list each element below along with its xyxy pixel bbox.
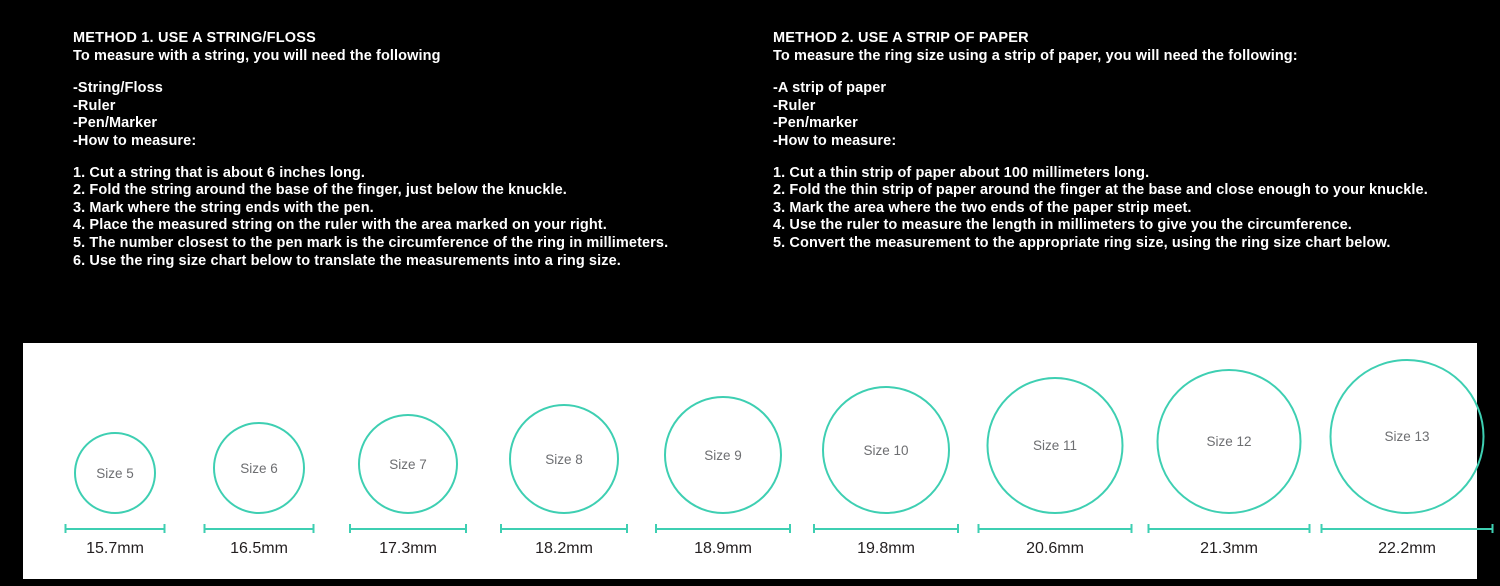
ring-measure-bar — [349, 524, 467, 533]
measure-bar-cap-left — [349, 524, 351, 533]
ring-size-label: Size 7 — [389, 456, 427, 472]
measure-bar-cap-left — [655, 524, 657, 533]
measure-bar-cap-right — [465, 524, 467, 533]
method-1-step: 5. The number closest to the pen mark is the circumference of the ring in millimeters. — [73, 234, 669, 251]
method-1-step: 4. Place the measured string on the ruler with the area marked on your right. — [73, 217, 607, 234]
ring-measure-bar — [204, 524, 315, 533]
measure-bar-cap-left — [500, 524, 502, 533]
ring-diameter-label: 21.3mm — [1200, 540, 1258, 557]
ring-size-label: Size 10 — [863, 442, 909, 458]
method-1-subtitle: To measure with a string, you will need the following — [73, 47, 441, 64]
measure-bar-line — [204, 528, 315, 530]
ring-size-label: Size 13 — [1384, 429, 1430, 444]
measure-bar-line — [655, 528, 791, 530]
measure-bar-cap-right — [789, 524, 791, 533]
method-1-title: METHOD 1. USE A STRING/FLOSS — [73, 30, 316, 46]
ring-measure-bar — [978, 524, 1133, 533]
ring-circle — [987, 377, 1124, 514]
ring-diameter-label: 22.2mm — [1378, 540, 1436, 557]
ring-circle — [822, 386, 950, 514]
measure-bar-cap-left — [813, 524, 815, 533]
method-2-subtitle: To measure the ring size using a strip of paper, you will need the following: — [773, 47, 1298, 64]
ring-measure-bar — [500, 524, 628, 533]
measure-bar-line — [65, 528, 166, 530]
measure-bar-cap-left — [1321, 524, 1323, 533]
ring-size-label: Size 12 — [1206, 434, 1252, 449]
measure-bar-cap-right — [1492, 524, 1494, 533]
measure-bar-cap-right — [164, 524, 166, 533]
method-2-step: 3. Mark the area where the two ends of the paper strip meet. — [773, 199, 1192, 216]
measure-bar-line — [349, 528, 467, 530]
ring-size-label: Size 9 — [704, 447, 742, 463]
measure-bar-cap-left — [65, 524, 67, 533]
ring-size-label: Size 5 — [96, 465, 134, 481]
measure-bar-cap-right — [313, 524, 315, 533]
measure-bar-line — [813, 528, 959, 530]
ring-diameter-label: 18.2mm — [535, 540, 593, 557]
ring-measure-bar — [655, 524, 791, 533]
ring-size-label: Size 8 — [545, 451, 583, 467]
ring-diameter-label: 17.3mm — [379, 540, 437, 557]
ring-size-chart — [23, 343, 1477, 579]
ring-diameter-label: 16.5mm — [230, 540, 288, 557]
method-2-step: 4. Use the ruler to measure the length in millimeters to give you the circumference. — [773, 217, 1352, 234]
method-1-material: -Ruler — [73, 97, 116, 114]
method-2-step: 2. Fold the thin strip of paper around the finger at the base and close enough to your knuckle. — [773, 182, 1428, 199]
method-1-step: 6. Use the ring size chart below to translate the measurements into a ring size. — [73, 252, 621, 269]
measure-bar-line — [1321, 528, 1494, 530]
ring-circle — [358, 414, 458, 514]
ring-circle — [213, 422, 305, 514]
method-1-block — [73, 30, 763, 270]
method-1-step: 3. Mark where the string ends with the pen. — [73, 199, 374, 216]
ring-diameter-label: 19.8mm — [857, 540, 915, 557]
ring-circle — [1157, 369, 1302, 514]
ring-diameter-label: 18.9mm — [694, 540, 752, 557]
measure-bar-cap-left — [1148, 524, 1150, 533]
ring-measure-bar — [1148, 524, 1311, 533]
measuring-methods — [0, 30, 1500, 310]
method-1-step: 1. Cut a string that is about 6 inches long. — [73, 164, 366, 181]
method-2-step: 1. Cut a thin strip of paper about 100 millimeters long. — [773, 164, 1150, 181]
measure-bar-cap-right — [1309, 524, 1311, 533]
method-2-material: -Ruler — [773, 97, 816, 114]
measure-bar-cap-right — [957, 524, 959, 533]
method-1-step: 2. Fold the string around the base of the finger, just below the knuckle. — [73, 182, 567, 199]
ring-measure-bar — [813, 524, 959, 533]
measure-bar-line — [1148, 528, 1311, 530]
method-2-material: -A strip of paper — [773, 80, 887, 97]
ring-diameter-label: 15.7mm — [86, 540, 144, 557]
ring-diameter-label: 20.6mm — [1026, 540, 1084, 557]
method-1-material: -How to measure: — [73, 132, 197, 149]
measure-bar-cap-left — [978, 524, 980, 533]
method-2-step: 5. Convert the measurement to the appropriate ring size, using the ring size chart below. — [773, 234, 1391, 251]
ring-circle — [509, 404, 619, 514]
ring-circle — [74, 432, 156, 514]
method-2-block — [773, 30, 1500, 253]
ring-measure-bar — [1321, 524, 1494, 533]
method-1-material: -String/Floss — [73, 80, 163, 97]
ring-circle — [1330, 359, 1485, 514]
method-1-material: -Pen/Marker — [73, 115, 158, 132]
measure-bar-line — [500, 528, 628, 530]
measure-bar-cap-right — [626, 524, 628, 533]
measure-bar-cap-right — [1131, 524, 1133, 533]
ring-size-label: Size 6 — [240, 460, 278, 476]
measure-bar-line — [978, 528, 1133, 530]
measure-bar-cap-left — [204, 524, 206, 533]
method-2-title: METHOD 2. USE A STRIP OF PAPER — [773, 30, 1029, 46]
ring-size-label: Size 11 — [1032, 438, 1078, 453]
ring-measure-bar — [65, 524, 166, 533]
ring-circle — [664, 396, 782, 514]
method-2-material: -Pen/marker — [773, 115, 858, 132]
method-2-material: -How to measure: — [773, 132, 897, 149]
